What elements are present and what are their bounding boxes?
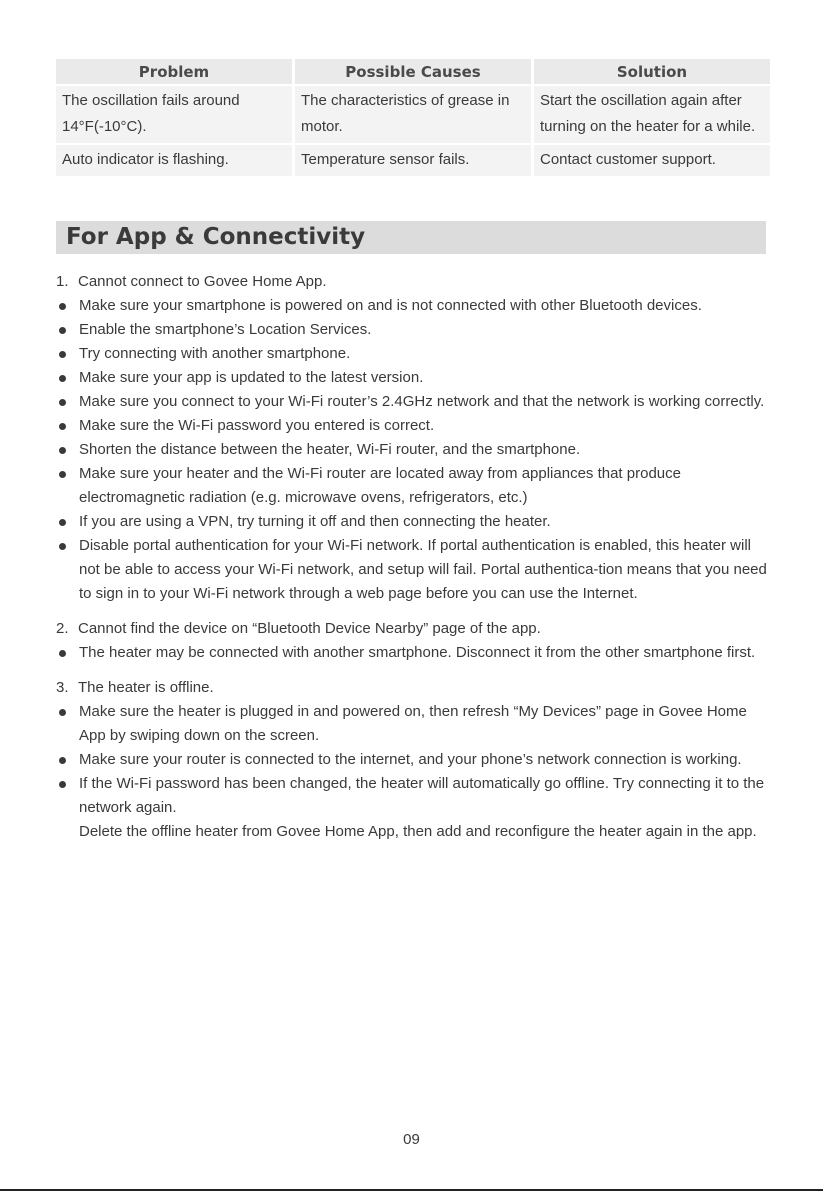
- list-item: [56, 462, 770, 510]
- column-header-problem: Problem: [56, 59, 292, 84]
- list-item-text: Make sure the heater is plugged in and powered on, then refresh “My Devices” page in Govee Home App by swiping down on the screen.: [79, 703, 747, 744]
- bullet-dot-icon: [59, 757, 66, 764]
- bullet-dot-icon: [59, 423, 66, 430]
- list-item-text: If you are using a VPN, try turning it off and then connecting the heater.: [79, 513, 551, 530]
- issue-heading: [56, 270, 770, 294]
- list-item-text: Shorten the distance between the heater, Wi-Fi router, and the smartphone.: [79, 441, 581, 458]
- list-item-text: Disable portal authentication for your Wi-Fi network. If portal authentication is enabled, this heater will not be able to access your Wi-Fi network, and setup will fail. Portal authentica-tion means that you need to sign in to your Wi-Fi network through a web page before you can use the Internet.: [79, 537, 767, 602]
- table-cell-problem: Auto indicator is flashing.: [56, 145, 292, 176]
- list-item-text: Make sure you connect to your Wi-Fi router’s 2.4GHz network and that the network is working correctly.: [79, 393, 765, 410]
- list-item: [56, 366, 770, 390]
- bullet-dot-icon: [59, 351, 66, 358]
- list-item: [56, 700, 770, 748]
- bullet-dot-icon: [59, 471, 66, 478]
- issue-title: Cannot find the device on “Bluetooth Device Nearby” page of the app.: [78, 620, 541, 637]
- list-item: [56, 318, 770, 342]
- troubleshooting-table-container: [53, 57, 773, 178]
- page-number: 09: [403, 1131, 420, 1148]
- list-item-text: Enable the smartphone’s Location Services.: [79, 321, 372, 338]
- bullet-dot-icon: [59, 327, 66, 334]
- list-item: [56, 534, 770, 606]
- troubleshooting-table: [53, 57, 773, 178]
- list-item: [56, 772, 770, 820]
- table-cell-cause: Temperature sensor fails.: [295, 145, 531, 176]
- list-item-text: Make sure your app is updated to the latest version.: [79, 369, 424, 386]
- list-item-text: The heater may be connected with another smartphone. Disconnect it from the other smartphone first.: [79, 644, 756, 661]
- table-row: [56, 86, 770, 143]
- issue-number: 3.: [56, 679, 69, 696]
- bullet-dot-icon: [59, 709, 66, 716]
- section-title: For App & Connectivity: [66, 224, 366, 250]
- bullet-dot-icon: [59, 781, 66, 788]
- bullet-dot-icon: [59, 447, 66, 454]
- list-item-text: Try connecting with another smartphone.: [79, 345, 351, 362]
- list-item: [56, 294, 770, 318]
- bottom-divider: [0, 1189, 823, 1191]
- list-item-text: Make sure your smartphone is powered on and is not connected with other Bluetooth devices.: [79, 297, 702, 314]
- list-item-text: Make sure your heater and the Wi-Fi router are located away from appliances that produce electromagnetic radiation (e.g. microwave ovens, refrigerators, etc.): [79, 465, 681, 506]
- issue-number: 2.: [56, 620, 69, 637]
- table-cell-solution: Start the oscillation again after turning on the heater for a while.: [534, 86, 770, 143]
- list-item: [56, 641, 770, 665]
- column-header-solution: Solution: [534, 59, 770, 84]
- bullet-dot-icon: [59, 543, 66, 550]
- issue-heading: [56, 676, 770, 700]
- list-item-text: If the Wi-Fi password has been changed, the heater will automatically go offline. Try connecting it to the network again.: [79, 775, 765, 816]
- issue-group-1: [56, 270, 770, 606]
- issue-title: The heater is offline.: [78, 679, 214, 696]
- issue-title: Cannot connect to Govee Home App.: [78, 273, 327, 290]
- list-item: [56, 510, 770, 534]
- column-header-possible-causes: Possible Causes: [295, 59, 531, 84]
- list-item: [56, 414, 770, 438]
- bullet-dot-icon: [59, 303, 66, 310]
- issue-group-3: [56, 676, 770, 844]
- issue-group-2: [56, 617, 770, 665]
- table-row: [56, 145, 770, 176]
- table-cell-cause: The characteristics of grease in motor.: [295, 86, 531, 143]
- list-item: [56, 342, 770, 366]
- table-cell-solution: Contact customer support.: [534, 145, 770, 176]
- list-item-text: Make sure your router is connected to the internet, and your phone’s network connection is working.: [79, 751, 742, 768]
- list-item: [56, 748, 770, 772]
- app-connectivity-content: [56, 270, 770, 855]
- table-cell-problem: The oscillation fails around 14°F(-10°C).: [56, 86, 292, 143]
- bullet-dot-icon: [59, 399, 66, 406]
- issue-heading: [56, 617, 770, 641]
- bullet-dot-icon: [59, 519, 66, 526]
- list-item-text: Make sure the Wi-Fi password you entered is correct.: [79, 417, 435, 434]
- bullet-dot-icon: [59, 375, 66, 382]
- table-header-row: [56, 59, 770, 84]
- list-item: [56, 438, 770, 462]
- issue-note: Delete the offline heater from Govee Home App, then add and reconfigure the heater again in the app.: [79, 823, 757, 840]
- issue-number: 1.: [56, 273, 69, 290]
- bullet-dot-icon: [59, 650, 66, 657]
- list-item: [56, 390, 770, 414]
- section-header-bar: [56, 221, 766, 254]
